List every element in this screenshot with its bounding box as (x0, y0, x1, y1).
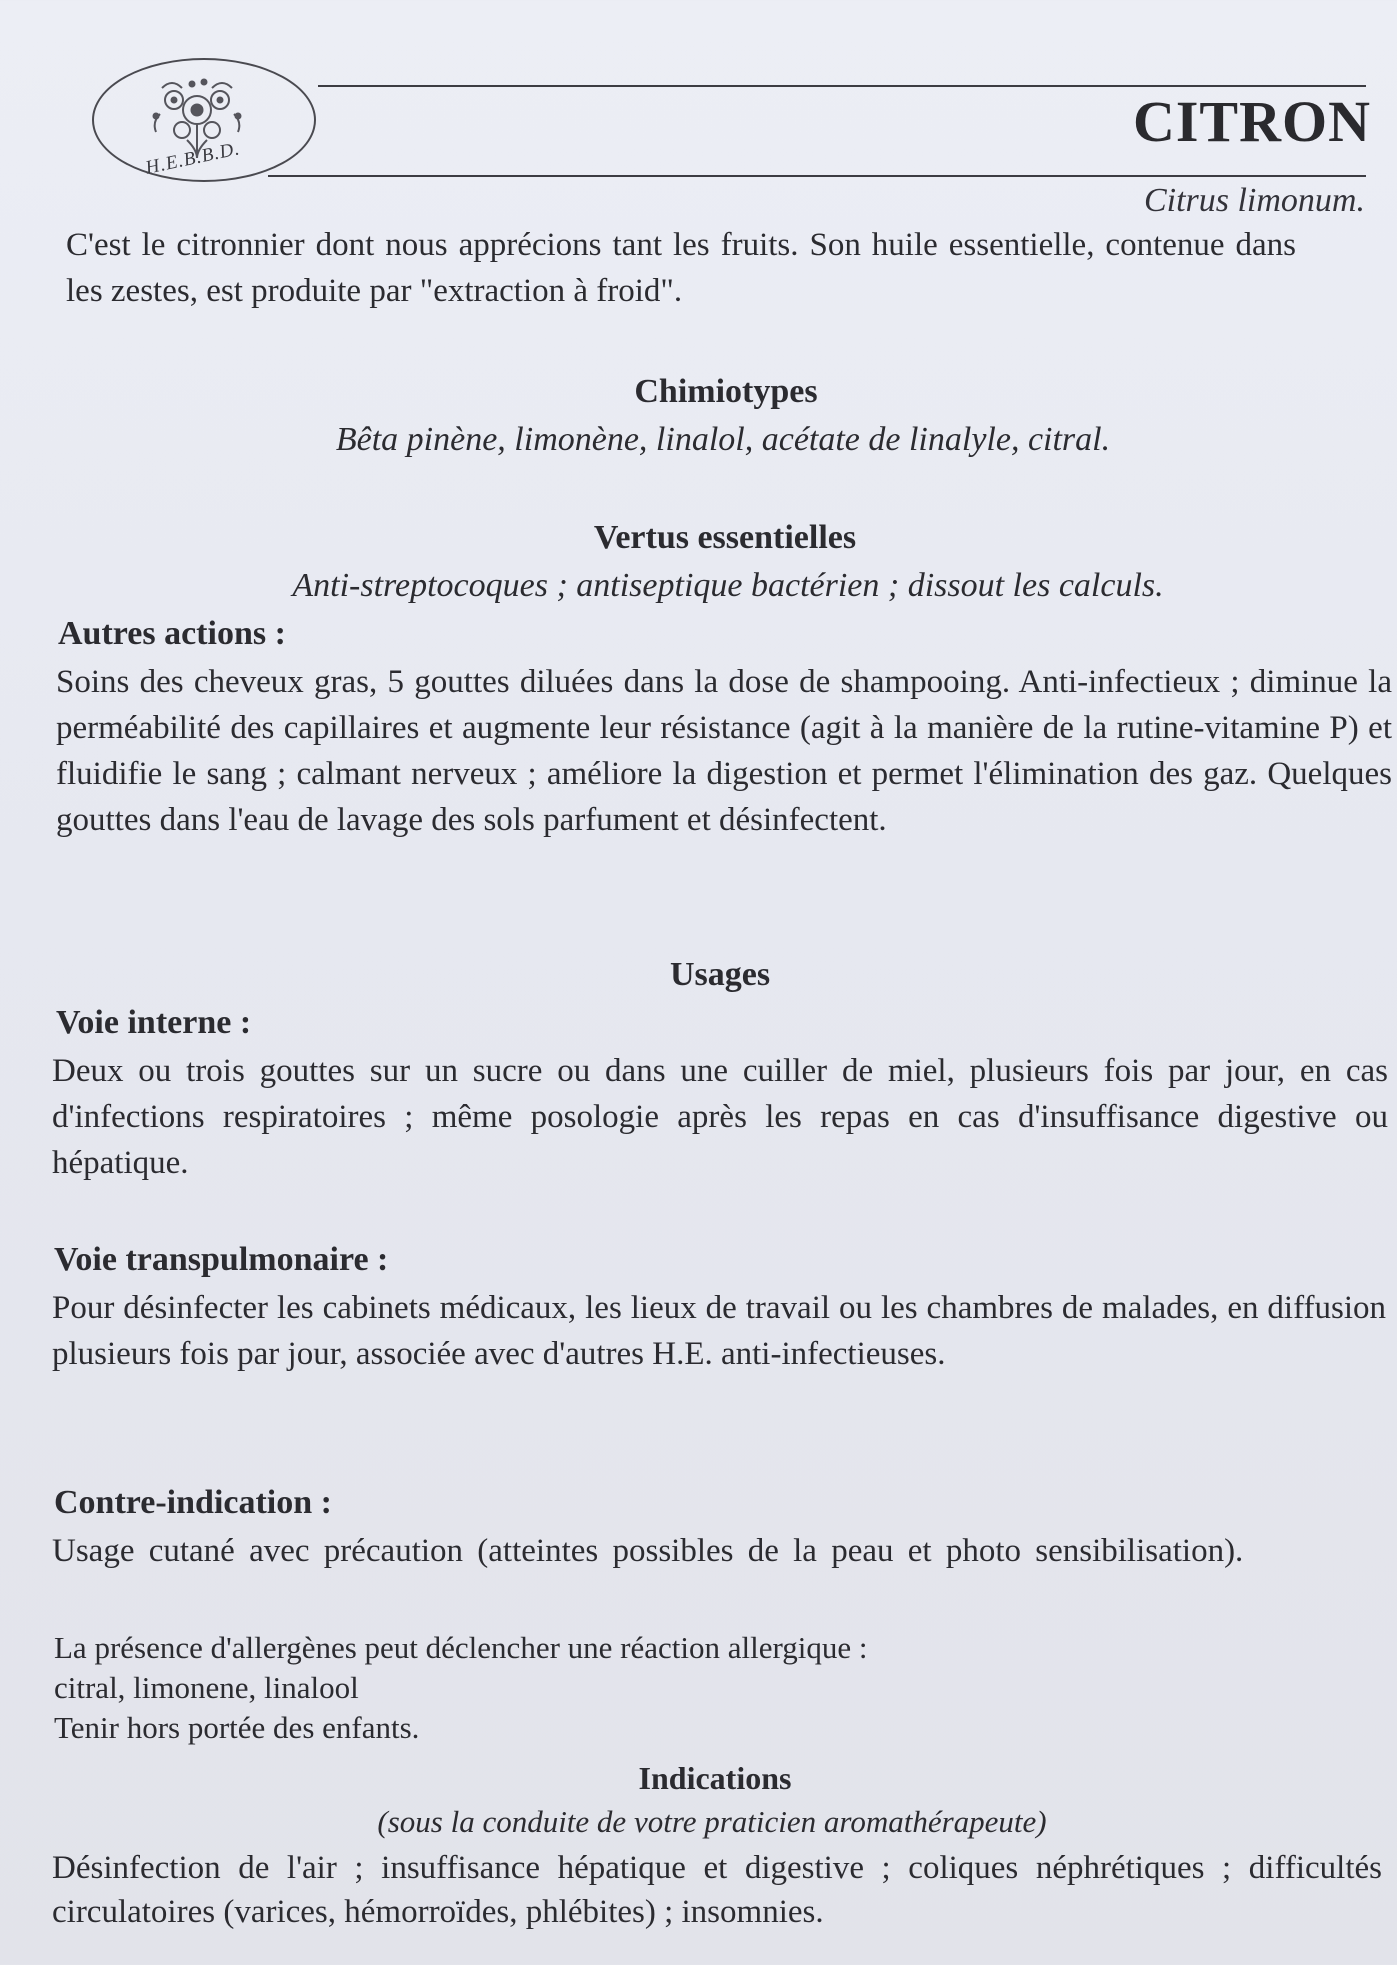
indications-subheading: (sous la conduite de votre praticien aromathérapeute) (377, 1804, 1047, 1839)
chimiotypes-text: Bêta pinène, limonène, linalol, acétate de linalyle, citral. (335, 421, 1111, 458)
logo-text: H.E.B.B.D. (143, 138, 242, 179)
usages-heading: Usages (669, 956, 771, 993)
voie-transpulmonaire-heading: Voie transpulmonaire : (54, 1241, 389, 1278)
contre-indication-heading: Contre-indication : (54, 1484, 332, 1521)
latin-name: Citrus limonum. (1143, 182, 1365, 219)
allergens-line: La présence d'allergènes peut déclencher une réaction allergique : (54, 1630, 868, 1665)
contre-indication-text: Usage cutané avec précaution (atteintes possibles de la peau et photo sensibilisation). (52, 1533, 1244, 1569)
children-warning: Tenir hors portée des enfants. (54, 1710, 420, 1745)
autres-actions-heading: Autres actions : (58, 615, 286, 652)
voie-interne-heading: Voie interne : (56, 1004, 252, 1041)
indications-text: Désinfection de l'air ; insuffisance hépatique et digestive ; coliques néphrétiques ; difficultés circulatoires (varices, hémorroïdes, phlébites) ; insomnies. (52, 1850, 1382, 1930)
voie-interne-text: Deux ou trois gouttes sur un sucre ou dans une cuiller de miel, plusieurs fois par jour, en cas d'infections respiratoires ; même posologie après les repas en cas d'insuffisance digestive ou hépatique. (52, 1053, 1388, 1181)
voie-transpulmonaire-text: Pour désinfecter les cabinets médicaux, les lieux de travail ou les chambres de malades, en diffusion plusieurs fois par jour, associée avec d'autres H.E. anti-infectieuses. (52, 1290, 1386, 1372)
allergens-list: citral, limonene, linalool (54, 1670, 359, 1705)
header-rule-top (318, 85, 1366, 87)
chimiotypes-heading: Chimiotypes (634, 373, 818, 410)
vertus-text: Anti-streptocoques ; antiseptique bactérien ; dissout les calculs. (292, 567, 1164, 604)
page-title: CITRON (1132, 89, 1371, 154)
indications-heading: Indications (638, 1760, 792, 1796)
header-rule-bottom (268, 175, 1366, 177)
intro-paragraph: C'est le citronnier dont nous apprécions tant les fruits. Son huile essentielle, contenue dans les zestes, est produite par "extraction à froid". (66, 227, 1296, 309)
vertus-heading: Vertus essentielles (593, 519, 857, 556)
autres-actions-text: Soins des cheveux gras, 5 gouttes diluées dans la dose de shampooing. Anti-infectieux ; diminue la perméabilité des capillaires et augmente leur résistance (agit à la manière de la rutine-vitamine P) et fluidifie le sang ; calmant nerveux ; améliore la digestion et permet l'élimination des gaz. Quelques gouttes dans l'eau de lavage des sols parfument et désinfectent. (56, 664, 1392, 838)
